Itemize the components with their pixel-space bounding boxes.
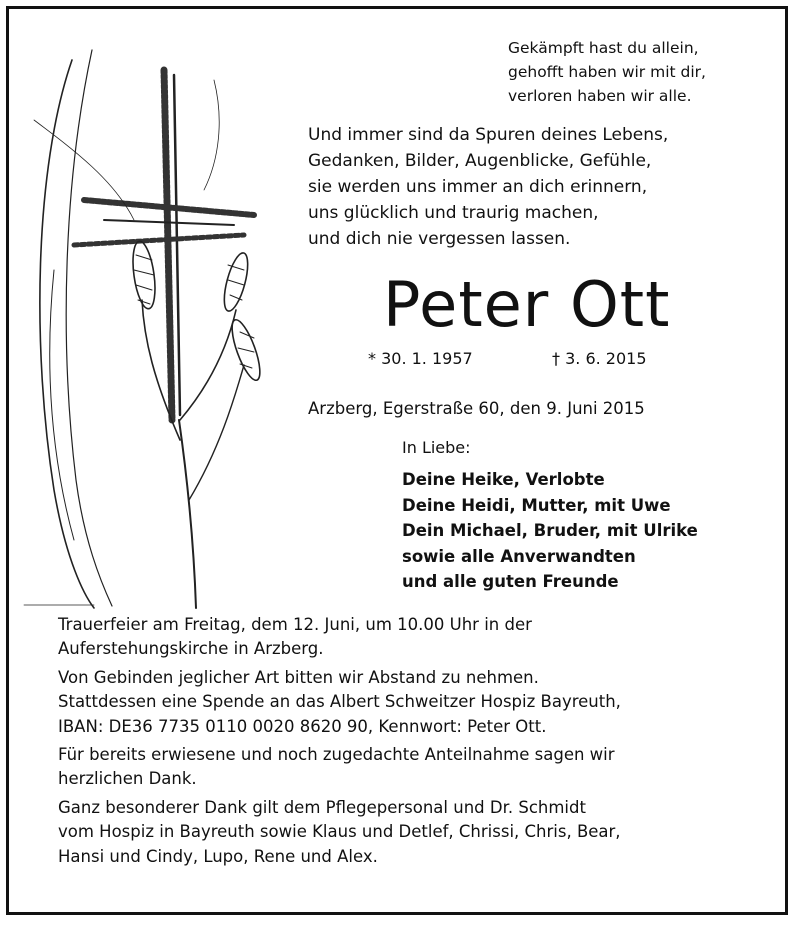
mourner-line: Deine Heike, Verlobte xyxy=(402,470,605,489)
notice-line: Von Gebinden jeglicher Art bitten wir Abstand zu nehmen. xyxy=(58,667,539,687)
mourner-line: Deine Heidi, Mutter, mit Uwe xyxy=(402,495,671,515)
mourner-line: sowie alle Anverwandten xyxy=(402,546,636,566)
funeral-notice-text xyxy=(58,613,773,873)
mourner-line: und alle guten Freunde xyxy=(402,572,619,591)
place-and-date: Arzberg, Egerstraße 60, den 9. Juni 2015 xyxy=(308,399,645,418)
special-thanks-info xyxy=(58,796,773,869)
donation-info xyxy=(58,666,773,739)
notice-line: Auferstehungskirche in Arzberg. xyxy=(58,639,324,659)
notice-line: Für bereits erwiesene und noch zugedachte Anteilnahme sagen wir xyxy=(58,745,615,765)
birth-date: * 30. 1. 1957 xyxy=(368,349,473,368)
notice-line: herzlichen Dank. xyxy=(58,769,197,789)
quote-line: sie werden uns immer an dich erinnern, xyxy=(308,177,648,197)
poem-line: gehofft haben wir mit dir, xyxy=(508,63,706,81)
notice-line: vom Hospiz in Bayreuth sowie Klaus und Detlef, Chrissi, Chris, Bear, xyxy=(58,822,621,842)
notice-line: Ganz besonderer Dank gilt dem Pflegepersonal und Dr. Schmidt xyxy=(58,797,586,817)
notice-line: IBAN: DE36 7735 0110 0020 8620 90, Kennwort: Peter Ott. xyxy=(58,716,547,736)
life-dates xyxy=(368,347,647,371)
deceased-name: Peter Ott xyxy=(383,268,671,341)
in-love-heading: In Liebe: xyxy=(402,438,471,457)
quote-line: Gedanken, Bilder, Augenblicke, Gefühle, xyxy=(308,151,652,171)
poem-verse xyxy=(508,36,788,108)
poem-line: Gekämpft hast du allein, xyxy=(508,39,699,57)
memorial-quote xyxy=(308,122,778,252)
quote-line: und dich nie vergessen lassen. xyxy=(308,229,571,249)
mourner-line: Dein Michael, Bruder, mit Ulrike xyxy=(402,521,698,540)
notice-line: Hansi und Cindy, Lupo, Rene und Alex. xyxy=(58,846,378,866)
thanks-info xyxy=(58,743,773,792)
cross-and-wheat-illustration xyxy=(14,20,274,610)
death-date: † 3. 6. 2015 xyxy=(552,349,647,368)
notice-line: Stattdessen eine Spende an das Albert Schweitzer Hospiz Bayreuth, xyxy=(58,692,621,712)
mourners-list xyxy=(402,467,782,595)
notice-line: Trauerfeier am Freitag, dem 12. Juni, um 10.00 Uhr in der xyxy=(58,615,532,634)
quote-line: Und immer sind da Spuren deines Lebens, xyxy=(308,125,669,145)
funeral-info xyxy=(58,613,773,662)
quote-line: uns glücklich und traurig machen, xyxy=(308,203,599,223)
poem-line: verloren haben wir alle. xyxy=(508,87,692,105)
